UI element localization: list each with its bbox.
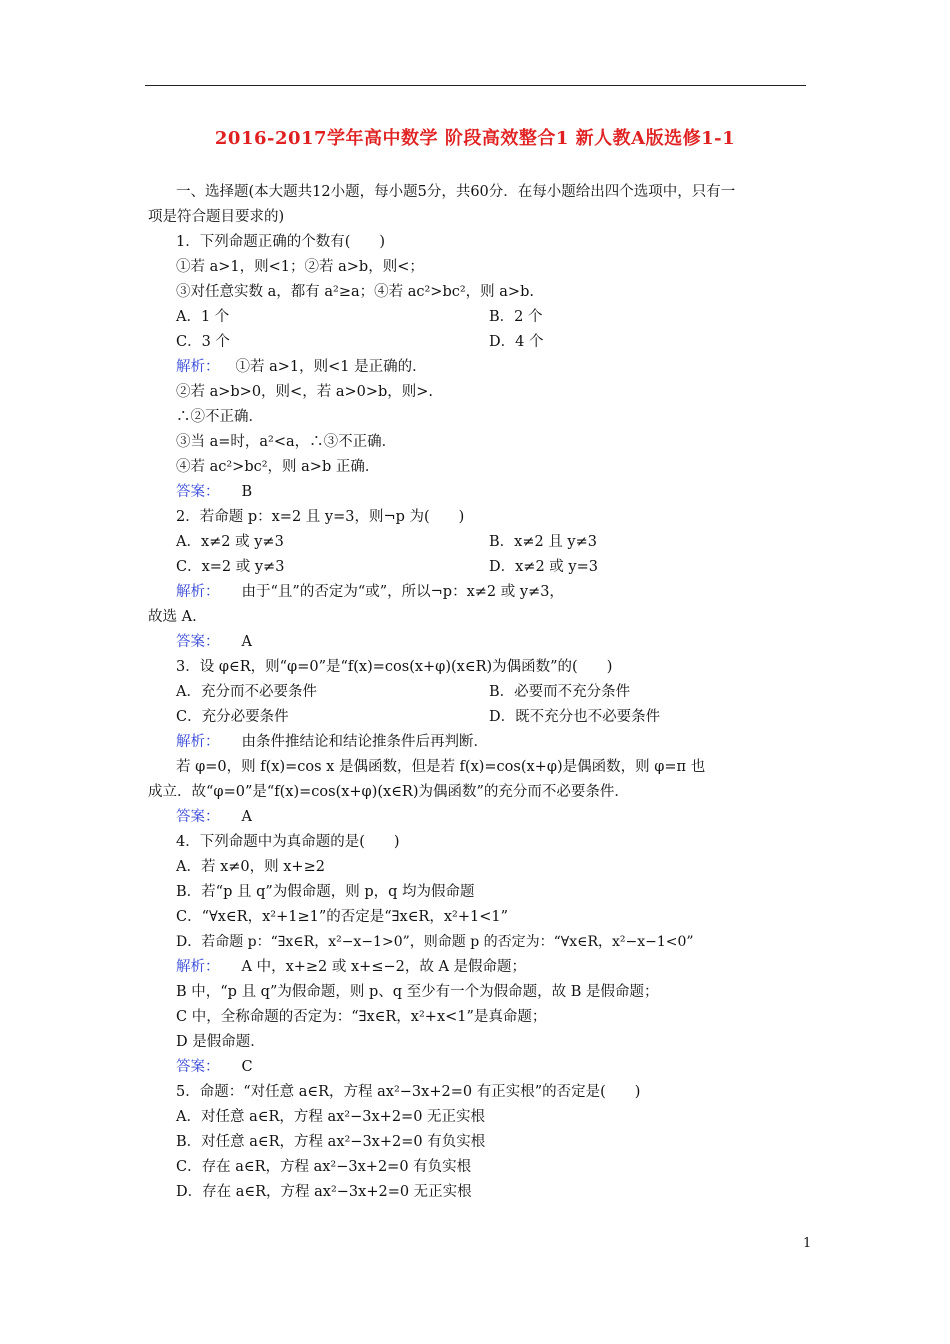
q2-explanation bbox=[176, 582, 564, 602]
q1-answer bbox=[176, 482, 252, 502]
q2-option-b: B．x≠2 且 y≠3 bbox=[489, 534, 597, 550]
q4-answer bbox=[176, 1057, 253, 1077]
q2-stem: 2．若命题 p：x=2 且 y=3，则¬p 为( ) bbox=[176, 509, 465, 525]
q4-answer-label: 答案： bbox=[176, 1059, 220, 1075]
q5-option-b: B．对任意 a∈R，方程 ax²−3x+2=0 有负实根 bbox=[176, 1134, 486, 1150]
q2-option-d: D．x≠2 或 y=3 bbox=[489, 559, 598, 575]
q2-answer bbox=[176, 632, 252, 652]
q1-option-b: B．2 个 bbox=[489, 309, 543, 325]
q4-explanation-label: 解析： bbox=[176, 959, 220, 975]
q2-explanation-label: 解析： bbox=[176, 584, 220, 600]
q3-explanation-line: 成立．故“φ=0”是“f(x)=cos(x+φ)(x∈R)为偶函数”的充分而不必要条件． bbox=[148, 784, 629, 800]
q1-option-d: D．4 个 bbox=[489, 334, 544, 350]
section-heading-cont: 项是符合题目要求的) bbox=[148, 209, 285, 225]
page-number: 1 bbox=[803, 1236, 812, 1251]
q4-option-d: D．若命题 p：“∃x∈R，x²−x−1>0”，则命题 p 的否定为：“∀x∈R，x²−x−1<0” bbox=[176, 934, 694, 950]
q1-explanation bbox=[176, 357, 427, 377]
q3-option-c: C．充分必要条件 bbox=[176, 709, 289, 725]
q3-explanation-label: 解析： bbox=[176, 734, 220, 750]
q1-explanation-line: ④若 ac²>bc²，则 a>b 正确． bbox=[176, 459, 380, 475]
q1-explanation-line: ∴②不正确． bbox=[176, 409, 263, 425]
q5-stem: 5．命题：“对任意 a∈R，方程 ax²−3x+2=0 有正实根”的否定是( ) bbox=[176, 1084, 641, 1100]
q4-option-c: C．“∀x∈R，x²+1≥1”的否定是“∃x∈R，x²+1<1” bbox=[176, 909, 508, 925]
q4-explanation-line: B 中，“p 且 q”为假命题，则 p、q 至少有一个为假命题，故 B 是假命题； bbox=[176, 984, 659, 1000]
q2-option-a: A．x≠2 或 y≠3 bbox=[176, 534, 284, 550]
q3-option-d: D．既不充分也不必要条件 bbox=[489, 709, 661, 725]
q3-answer-label: 答案： bbox=[176, 809, 220, 825]
q4-option-a: A．若 x≠0，则 x+≥2 bbox=[176, 859, 325, 875]
q4-stem: 4．下列命题中为真命题的是( ) bbox=[176, 834, 400, 850]
q3-explanation bbox=[176, 732, 488, 752]
q4-explanation-text: A 中，x+≥2 或 x+≤−2，故 A 是假命题； bbox=[241, 959, 527, 975]
q4-answer-value: C bbox=[241, 1059, 253, 1075]
q3-option-a: A．充分而不必要条件 bbox=[176, 684, 317, 700]
q1-answer-label: 答案： bbox=[176, 484, 220, 500]
q1-answer-value: B bbox=[241, 484, 253, 500]
q4-explanation-line: D 是假命题． bbox=[176, 1034, 265, 1050]
q5-option-d: D．存在 a∈R，方程 ax²−3x+2=0 无正实根 bbox=[176, 1184, 472, 1200]
q4-explanation-line: C 中，全称命题的否定为：“∃x∈R，x²+x<1”是真命题； bbox=[176, 1009, 547, 1025]
q1-stem: 1．下列命题正确的个数有( ) bbox=[176, 234, 386, 250]
q3-explanation-text: 由条件推结论和结论推条件后再判断． bbox=[241, 734, 488, 750]
section-heading: 一、选择题(本大题共12小题，每小题5分，共60分．在每小题给出四个选项中，只有一 bbox=[176, 184, 736, 200]
q1-statement-2: ③对任意实数 a，都有 a²≥a；④若 ac²>bc²，则 a>b. bbox=[176, 284, 534, 300]
q2-answer-label: 答案： bbox=[176, 634, 220, 650]
q3-explanation-line: 若 φ=0，则 f(x)=cos x 是偶函数，但是若 f(x)=cos(x+φ)是偶函数，则 φ=π 也 bbox=[176, 759, 706, 775]
q4-explanation bbox=[176, 957, 526, 977]
header-rule bbox=[145, 85, 806, 86]
q2-explanation-line: 故选 A. bbox=[148, 609, 197, 625]
q1-explanation-text: ①若 a>1，则<1 是正确的． bbox=[235, 359, 427, 375]
q1-option-c: C．3 个 bbox=[176, 334, 230, 350]
q3-answer-value: A bbox=[241, 809, 252, 825]
q3-answer bbox=[176, 807, 252, 827]
q1-explanation-label: 解析： bbox=[176, 359, 220, 375]
q2-answer-value: A bbox=[241, 634, 252, 650]
q5-option-c: C．存在 a∈R，方程 ax²−3x+2=0 有负实根 bbox=[176, 1159, 472, 1175]
q2-explanation-text: 由于“且”的否定为“或”，所以¬p：x≠2 或 y≠3， bbox=[241, 584, 564, 600]
q4-option-b: B．若“p 且 q”为假命题，则 p，q 均为假命题 bbox=[176, 884, 475, 900]
q1-explanation-line: ②若 a>b>0，则<，若 a>0>b，则>. bbox=[176, 384, 434, 400]
q1-explanation-line: ③当 a=时，a²<a，∴③不正确． bbox=[176, 434, 397, 450]
q3-stem: 3．设 φ∈R，则“φ=0”是“f(x)=cos(x+φ)(x∈R)为偶函数”的( ) bbox=[176, 659, 613, 675]
q3-option-b: B．必要而不充分条件 bbox=[489, 684, 631, 700]
q1-option-a: A．1 个 bbox=[176, 309, 230, 325]
q5-option-a: A．对任意 a∈R，方程 ax²−3x+2=0 无正实根 bbox=[176, 1109, 486, 1125]
q2-option-c: C．x=2 或 y≠3 bbox=[176, 559, 285, 575]
page-title: 2016-2017学年高中数学 阶段高效整合1 新人教A版选修1-1 bbox=[214, 128, 736, 149]
q1-statement-1: ①若 a>1，则<1；②若 a>b，则<； bbox=[176, 259, 424, 275]
